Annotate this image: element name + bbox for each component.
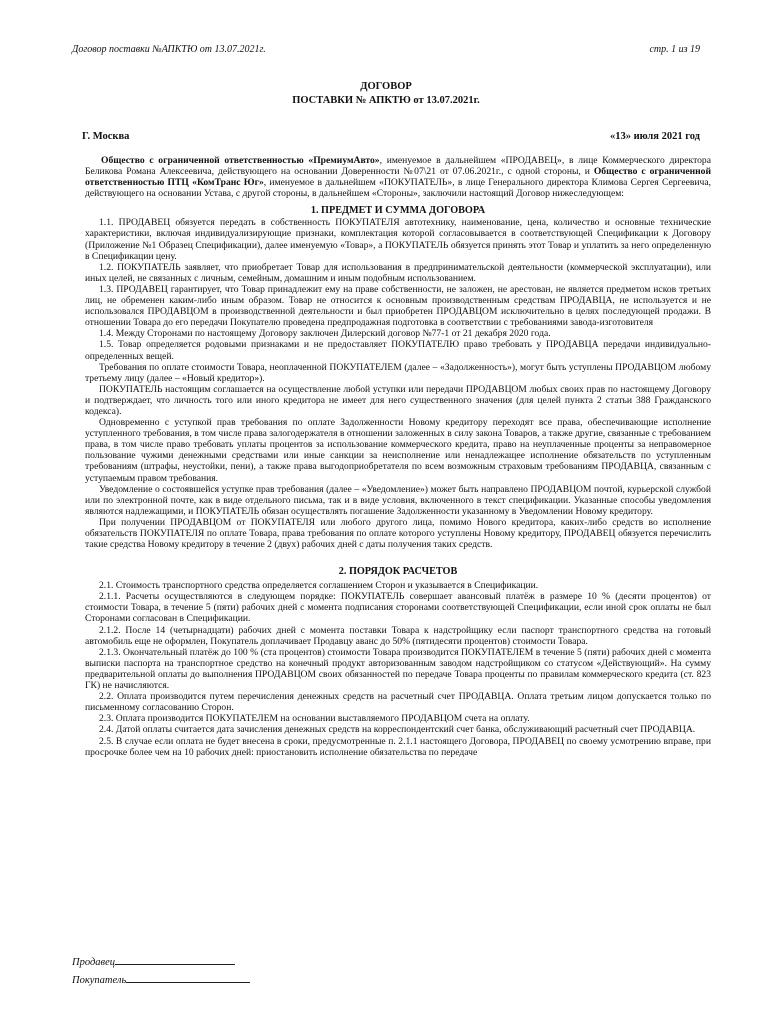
section-2-paragraph: 2.2. Оплата производится путем перечисления денежных средств на расчетный счет ПРОДАВЦА. Оплата третьим лицом допускается только по письменному согласованию Сторон. [85, 691, 711, 714]
section-2-paragraph: 2.1.3. Окончательный платёж до 100 % (ста процентов) стоимости Товара производится ПОКУПАТЕЛЕМ в течение 5 (пяти) рабочих дней с момента выписки паспорта на транспортное средство на конечный продукт авторизованным заводом надстройщиком со статусом «Действующий». На сумму предварительной оплаты до выполнения ПРОДАВЦОМ своих обязанностей по передаче Товара проценты по правилам коммерческого кредита (ст. 823 ГК) не начисляются. [85, 646, 711, 692]
header-page-number: стр. 1 из 19 [649, 44, 700, 55]
section-1-paragraph: Уведомление о состоявшейся уступке прав требования (далее – «Уведомление») может быть направлено ПРОДАВЦОМ почтой, курьерской службой или по электронной почте, как в виде отдельного письма, так и в виде условия, включенного в текст спецификации. Указанные способы уведомления являются надлежащими, и ПОКУПАТЕЛЬ обязан осуществлять погашение Задолженности указанному в Уведомлении Новому кредитору. [85, 483, 711, 517]
intro-paragraph [85, 155, 711, 199]
section-1-paragraph: Требования по оплате стоимости Товара, неоплаченной ПОКУПАТЕЛЕМ (далее – «Задолженность»), могут быть уступлены ПРОДАВЦОМ любому третьему лицу (далее – «Новый кредитор»). [85, 361, 711, 384]
contract-date: «13» июля 2021 год [609, 131, 700, 142]
signature-block [72, 953, 250, 989]
section-1-paragraph: 1.5. Товар определяется родовыми признаками и не предоставляет ПОКУПАТЕЛЮ право требовать у ПРОДАВЦА передачи индивидуально-определенных вещей. [85, 339, 711, 362]
seller-name: Общество с ограниченной ответственностью «ПремиумАвто» [101, 155, 380, 166]
header-contract-ref: Договор поставки №АПКТЮ от 13.07.2021г. [72, 44, 266, 55]
section-2-paragraph: 2.1. Стоимость транспортного средства определяется соглашением Сторон и указывается в Спецификации. [99, 580, 539, 592]
place-date-row [82, 131, 700, 142]
section-1-paragraph: 1.3. ПРОДАВЕЦ гарантирует, что Товар принадлежит ему на праве собственности, не заложен, не арестован, не является предметом исков третьих лиц, не обременен каким-либо иным образом. Товар не относится к основным производственным средствам ПРОДАВЦА, не используется и не использовался ПРОДАВЦОМ в производственной деятельности и был приобретен ПРОДАВЦОМ исключительно в целях последующей продажи. В отношении Товара до его передачи Покупателю проведена предпродажная подготовка в соответствии с требованиями завода-изготовителя [85, 283, 711, 329]
section-1-paragraph: Одновременно с уступкой прав требования по оплате Задолженности Новому кредитору переходят все права, обеспечивающие исполнение уступленного требования, в том числе права залогодержателя в отношении заложенных в силу закона Товаров, а также другие, связанные с требованием права, в том числе право требовать уплаты процентов за использование коммерческого кредита, право на неуплаченные проценты за неправомерное пользование чужими денежными средствами или иные санкции за неисполнение или ненадлежащее исполнение обязательств по уступленным требованиям (штрафы, неустойки, пени), а также права выгодоприобретателя по всем возможным страховым требованиям ПРОДАВЦА, связанным с уступаемым правом требования. [85, 417, 711, 484]
section-1-paragraph: При получении ПРОДАВЦОМ от ПОКУПАТЕЛЯ или любого другого лица, помимо Нового кредитора, каких-либо средств во исполнение обязательств ПОКУПАТЕЛЯ по оплате Товара, права требования по оплате которого уступлены Новому кредитору, ПРОДАВЕЦ обязуется перечислить такие средства Новому кредитору в течение 2 (двух) рабочих дней с даты получения таких средств. [85, 516, 711, 551]
buyer-signature-line [126, 971, 250, 983]
title-line-1: ДОГОВОР [360, 81, 412, 92]
seller-signature-label: Продавец [72, 957, 115, 968]
document-body [85, 155, 711, 758]
section-1-paragraph: 1.2. ПОКУПАТЕЛЬ заявляет, что приобретает Товар для использования в предпринимательской деятельности (коммерческой эксплуатации), или иных целей, не связанных с личным, семейным, домашним и иным подобным использованием. [85, 261, 711, 284]
section-1-paragraph: 1.4. Между Сторонами по настоящему Договору заключен Дилерский договор №77-1 от 21 декабря 2020 года. [99, 328, 551, 340]
buyer-signature-label: Покупатель [72, 975, 127, 986]
document-title [72, 80, 700, 108]
seller-signature-line [115, 953, 235, 965]
section-2-paragraph: 2.1.1. Расчеты осуществляются в следующем порядке: ПОКУПАТЕЛЬ совершает авансовый платёж в размере 10 % (десяти процентов) от стоимости Товара, в течение 5 (пяти) рабочих дней с момента подписания сторонами соответствующей Спецификации, если иной срок оплаты не был Сторонами согласован в Спецификации. [85, 591, 711, 625]
section-1-paragraph: 1.1. ПРОДАВЕЦ обязуется передать в собственность ПОКУПАТЕЛЯ автотехнику, наименование, цена, количество и основные технические характеристики, включая индивидуализирующие признаки, комплектация которой согласовывается в соответствующей Спецификации к Договору (Приложение №1 Образец Спецификации), далее именуемую «Товар», а ПОКУПАТЕЛЬ обязуется принять этот Товар и уплатить за него определенную в Спецификации цену. [85, 217, 711, 262]
section-2-paragraph: 2.5. В случае если оплата не будет внесена в сроки, предусмотренные п. 2.1.1 настоящего Договора, ПРОДАВЕЦ по своему усмотрению вправе, при просрочке более чем на 10 рабочих дней: приостановить исполнение обязательства по передаче [85, 735, 711, 758]
intro-text-2: , именуемое в дальнейшем «ПОКУПАТЕЛЬ», в лице Генерального директора Климова Сергея Сергеевича, действующего на основании Устава, с другой стороны, в дальнейшем «Стороны», заключили настоящий Договор нижеследующем: [85, 177, 711, 200]
section-2-paragraph: 2.1.2. После 14 (четырнадцати) рабочих дней с момента поставки Товара к надстройщику если паспорт транспортного средства на готовый автомобиль еще не оформлен, Покупатель доплачивает Продавцу аванс до 50% (пятидесяти процентов) стоимости Товара. [85, 624, 711, 647]
section-1-title: 1. ПРЕДМЕТ И СУММА ДОГОВОРА [310, 205, 486, 217]
section-2-title: 2. ПОРЯДОК РАСЧЕТОВ [338, 566, 458, 578]
contract-place: Г. Москва [82, 131, 130, 142]
buyer-name: Общество с ограниченной ответственностью ПТЦ «КомТранс Юг» [85, 166, 711, 189]
intro-text-1: , именуемое в дальнейшем «ПРОДАВЕЦ», в лице Коммерческого директора Беликова Романа Алексеевича, действующего на основании Доверенности №07\21 от 07.06.2021г., с одной стороны, и [85, 155, 711, 178]
section-2-paragraph: 2.4. Датой оплаты считается дата зачисления денежных средств на корреспондентский счет банка, обслуживающий расчетный счет ПРОДАВЦА. [99, 724, 696, 736]
seller-signature-row [72, 953, 250, 971]
section-2-paragraph: 2.3. Оплата производится ПОКУПАТЕЛЕМ на основании выставляемого ПРОДАВЦОМ счета на оплату. [99, 713, 530, 725]
buyer-signature-row [72, 971, 250, 989]
title-line-2: ПОСТАВКИ № АПКТЮ от 13.07.2021г. [292, 95, 480, 106]
section-1-paragraph: ПОКУПАТЕЛЬ настоящим соглашается на осуществление любой уступки или передачи ПРОДАВЦОМ любых своих прав по настоящему Договору и подтверждает, что личность того или иного кредитора не имеет для него существенного значения (для целей пункта 2 статьи 388 Гражданского кодекса). [85, 383, 711, 417]
